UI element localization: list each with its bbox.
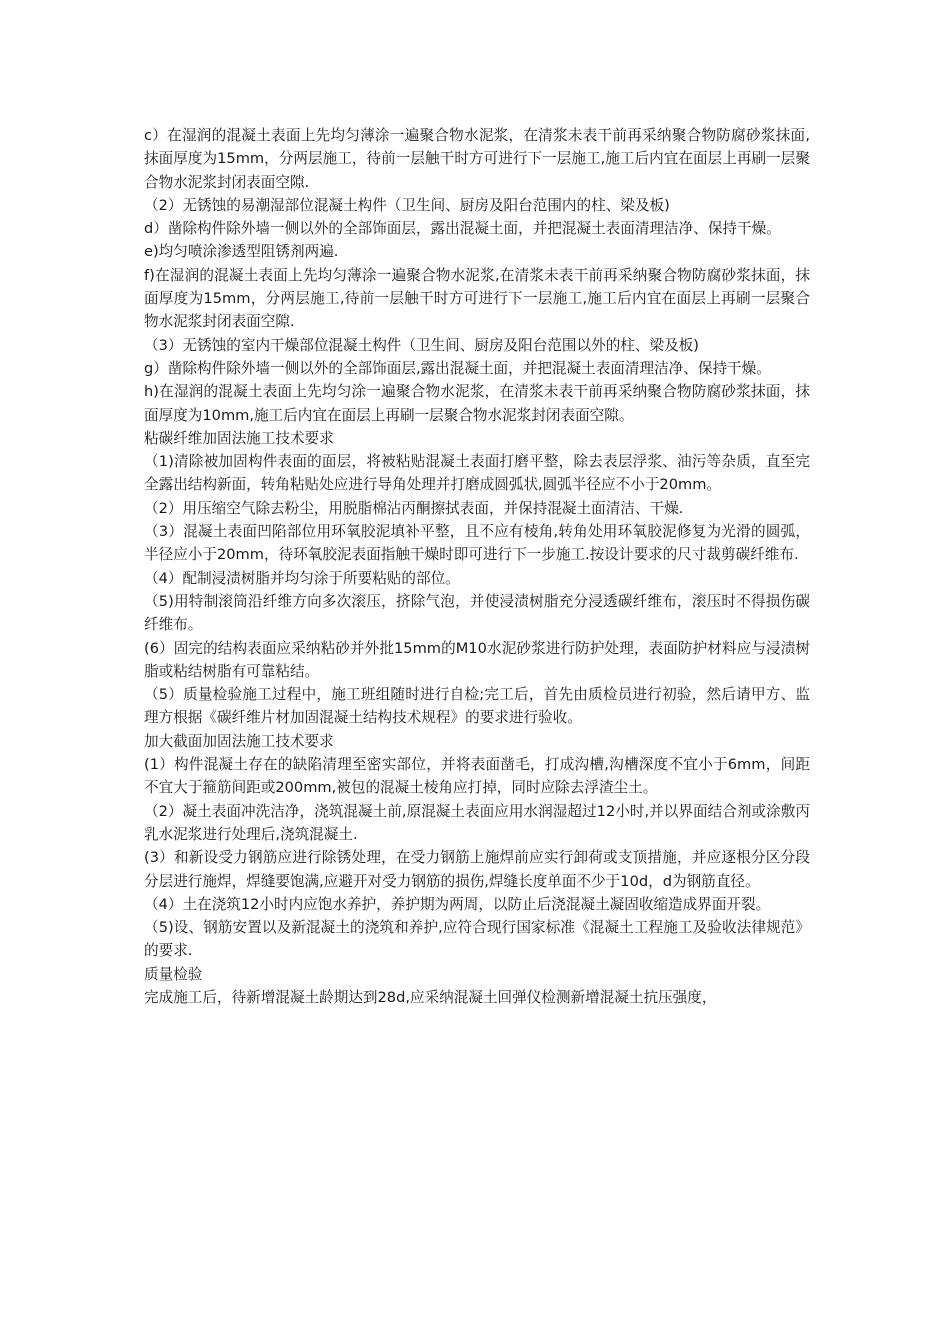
- quality-inspection-text: 完成施工后，待新增混凝土龄期达到28d,应采纳混凝土回弹仪检测新增混凝土抗压强度，: [144, 988, 717, 1006]
- paragraph-e: e)均匀喷涂渗透型阻锈剂两遍.: [144, 243, 339, 261]
- enlarged-step-4: （4）土在浇筑12小时内应饱水养护，养护期为两周，以防止后浇混凝土凝固收缩造成界面开裂。: [144, 895, 771, 913]
- paragraph-f: f)在湿润的混凝土表面上先均匀薄涂一遍聚合物水泥浆,在清浆未表干前再采纳聚合物防腐砂浆抹面，抹面厚度为15mm，分两层施工,待前一层触干时方可进行下一层施工,施工后内宜在面层上再刷一层聚合物水泥浆封闭表面空隙.: [144, 266, 810, 331]
- carbon-step-6: (6）固完的结构表面应采纳粘砂并外批15mm的M10水泥砂浆进行防护处理，表面防护材料应与浸渍树脂或粘结树脂有可靠粘结。: [144, 639, 810, 680]
- carbon-quality-check: （5）质量检验施工过程中，施工班组随时进行自检;完工后，首先由质检员进行初验，然后请甲方、监理方根据《碳纤维片材加固混凝土结构技术规程》的要求进行验收。: [144, 686, 810, 727]
- section-heading-carbon-fiber: 粘碳纤维加固法施工技术要求: [144, 429, 334, 447]
- carbon-step-4: （4）配制浸渍树脂并均匀涂于所要粘贴的部位。: [144, 569, 460, 587]
- section-heading-quality-inspection: 质量检验: [144, 965, 203, 983]
- paragraph-h: h)在湿润的混凝土表面上先均匀涂一遍聚合物水泥浆，在清浆未表干前再采纳聚合物防腐砂浆抹面，抹面厚度为10mm,施工后内宜在面层上再刷一层聚合物水泥浆封闭表面空隙。: [144, 383, 810, 424]
- carbon-step-5: （5)用特制滚筒沿纤维方向多次滚压，挤除气泡，并使浸渍树脂充分浸透碳纤维布，滚压时不得损伤碳纤维布。: [144, 592, 810, 634]
- enlarged-step-3: (3）和新设受力钢筋应进行除锈处理，在受力钢筋上施焊前应实行卸荷或支顶措施，并应逐根分区分段分层进行施焊，焊缝要饱满,应避开对受力钢筋的损伤,焊缝长度单面不少于10d，d为钢筋直径。: [144, 849, 810, 890]
- paragraph-c: c）在湿润的混凝土表面上先均匀薄涂一遍聚合物水泥浆，在清浆未表干前再采纳聚合物防腐砂浆抹面,抹面厚度为15mm，分两层施工，待前一层触干时方可进行下一层施工,施工后内宜在面层上再刷一层聚合物水泥浆封闭表面空隙.: [144, 127, 810, 191]
- enlarged-step-2: （2）凝土表面冲洗洁净，浇筑混凝土前,原混凝土表面应用水润湿超过12小时,并以界面结合剂或涂敷丙乳水泥浆进行处理后,浇筑混凝土.: [144, 802, 810, 843]
- carbon-step-2: （2）用压缩空气除去粉尘，用脱脂棉沾丙酮擦拭表面，并保持混凝土面清洁、干燥.: [144, 499, 684, 517]
- carbon-step-1: （1)清除被加固构件表面的面层，将被粘贴混凝土表面打磨平整，除去表层浮浆、油污等杂质，直至完全露出结构新面，转角粘贴处应进行导角处理并打磨成圆弧状,圆弧半径应不小于20mm。: [144, 453, 810, 494]
- document-body: [144, 124, 810, 1009]
- enlarged-step-1: (1）构件混凝土存在的缺陷清理至密实部位，并将表面凿毛，打成沟槽,沟槽深度不宜小于6mm，间距不宜大于箍筋间距或200mm,被包的混凝土棱角应打掉，同时应除去浮渣尘土。: [144, 756, 810, 797]
- paragraph-d: d）凿除构件除外墙一侧以外的全部饰面层，露出混凝土面，并把混凝土表面清理洁净、保持干燥。: [144, 220, 781, 238]
- heading-item-2: （2）无锈蚀的易潮湿部位混凝土构件（卫生间、厨房及阳台范围内的柱、梁及板): [144, 196, 670, 214]
- section-heading-enlarged-section: 加大截面加固法施工技术要求: [144, 732, 334, 750]
- carbon-step-3: （3）混凝土表面凹陷部位用环氧胶泥填补平整，且不应有棱角,转角处用环氧胶泥修复为光滑的圆弧，半径应小于20mm，待环氧胶泥表面指触干燥时即可进行下一步施工.按设计要求的尺寸裁剪碳纤维布.: [144, 523, 810, 564]
- paragraph-g: g）凿除构件除外墙一侧以外的全部饰面层,露出混凝土面，并把混凝土表面清理洁净、保持干燥。: [144, 359, 771, 377]
- enlarged-step-5: （5)设、钢筋安置以及新混凝土的浇筑和养护,应符合现行国家标准《混凝土工程施工及验收法律规范》的要求.: [144, 919, 810, 960]
- heading-item-3: （3）无锈蚀的室内干燥部位混凝土构件（卫生间、厨房及阳台范围以外的柱、梁及板): [144, 336, 699, 354]
